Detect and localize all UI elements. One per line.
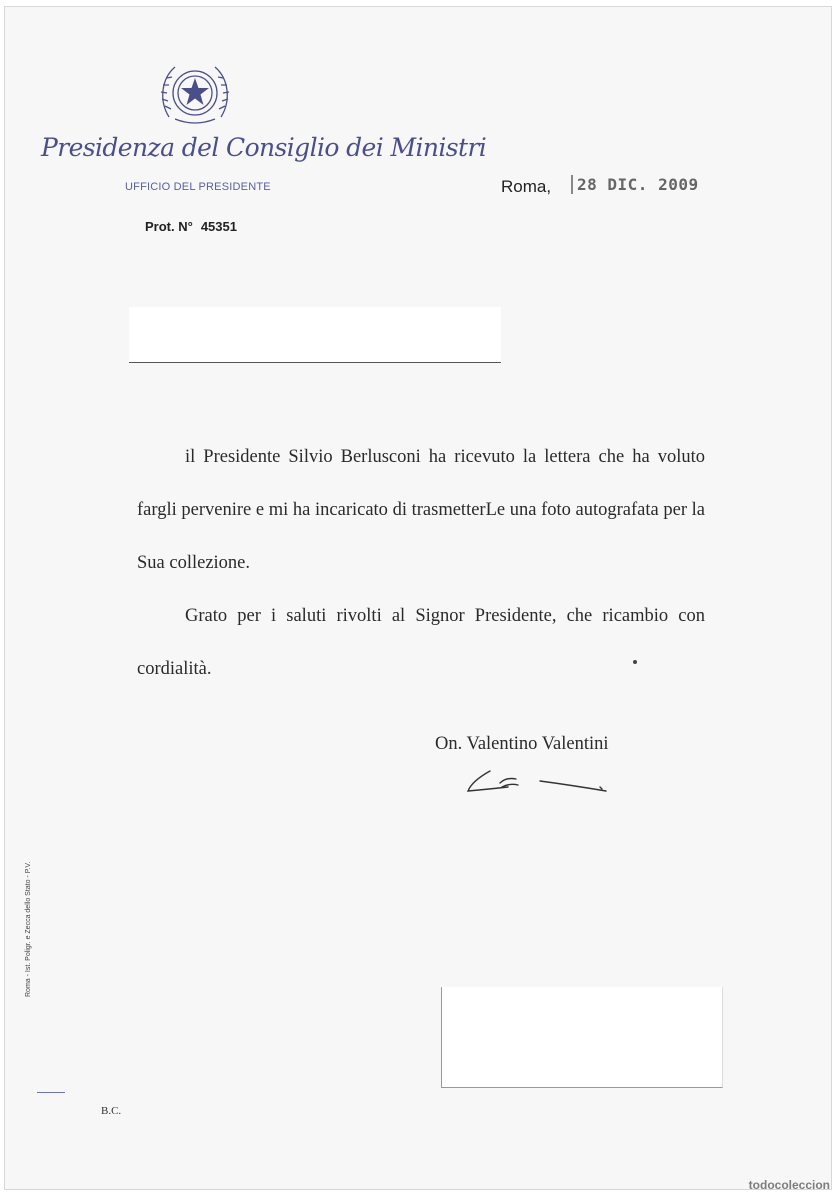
body-paragraph-2: Grato per i saluti rivolti al Signor Presidente, che ricambio con cordialità. — [137, 606, 705, 679]
handwritten-signature — [460, 765, 610, 797]
watermark: todocoleccion — [748, 1178, 830, 1192]
protocol-label: Prot. N° — [145, 219, 193, 234]
italian-republic-emblem-icon — [155, 57, 235, 127]
letter-body — [137, 431, 705, 696]
signer-name: On. Valentino Valentini — [435, 734, 609, 754]
protocol-value: 45351 — [200, 219, 237, 234]
redacted-photo-area — [441, 987, 723, 1088]
protocol-number — [145, 219, 237, 234]
institution-letterhead: Presidenza del Consiglio dei Ministri — [41, 133, 487, 162]
letter-page — [4, 6, 832, 1190]
body-paragraph-1: il Presidente Silvio Berlusconi ha ricevuto la lettera che ha voluto fargli pervenire e mi ha incaricato di trasmetterLe una foto autografata per la Sua collezione. — [137, 447, 705, 573]
printer-imprint: Roma - Ist. Poligr. e Zecca dello Stato - P.V. — [25, 861, 32, 997]
ink-speck — [633, 660, 637, 664]
date-stamp: 28 DIC. 2009 — [571, 175, 699, 194]
typist-initials: B.C. — [101, 1105, 122, 1117]
place-city: Roma, — [501, 177, 552, 196]
redacted-addressee — [129, 307, 501, 363]
margin-fold-mark — [37, 1092, 65, 1093]
office-name: UFFICIO DEL PRESIDENTE — [125, 181, 271, 193]
